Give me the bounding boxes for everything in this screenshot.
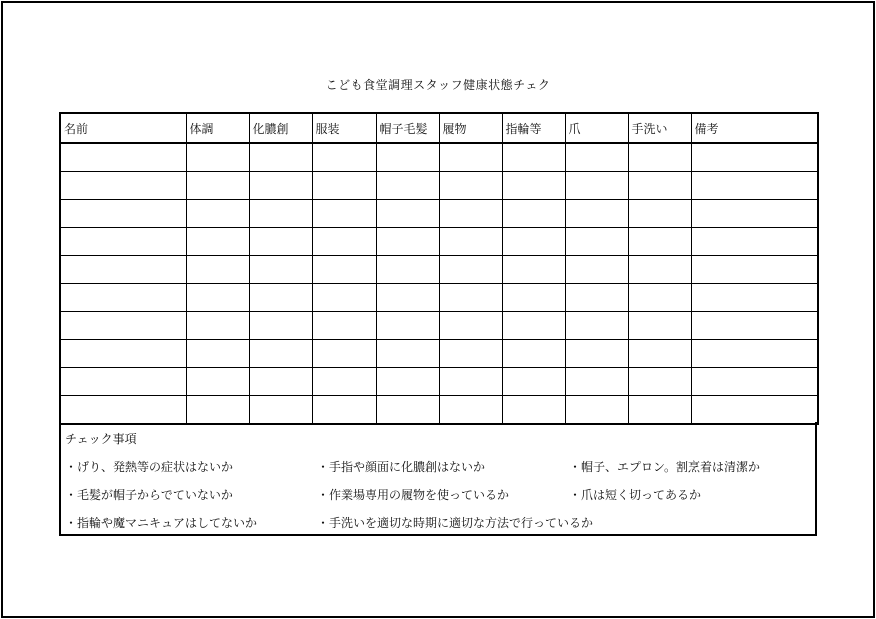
- table-cell[interactable]: [691, 396, 818, 425]
- table-row: [60, 284, 818, 312]
- table-cell[interactable]: [186, 312, 249, 340]
- table-cell[interactable]: [691, 200, 818, 228]
- column-header-remarks: 備考: [691, 113, 818, 143]
- column-header-clothing: 服装: [312, 113, 376, 143]
- table-row: [60, 396, 818, 425]
- page-title: こども食堂調理スタッフ健康状態チェク: [325, 78, 551, 92]
- table-cell[interactable]: [691, 340, 818, 368]
- table-cell[interactable]: [249, 396, 312, 425]
- table-row: [60, 256, 818, 284]
- table-cell[interactable]: [628, 228, 691, 256]
- table-cell[interactable]: [186, 172, 249, 200]
- table-cell[interactable]: [376, 172, 439, 200]
- table-cell[interactable]: [691, 312, 818, 340]
- table-cell[interactable]: [691, 228, 818, 256]
- table-cell[interactable]: [628, 340, 691, 368]
- table-cell[interactable]: [439, 340, 502, 368]
- table-cell[interactable]: [691, 256, 818, 284]
- table-cell[interactable]: [60, 228, 186, 256]
- table-cell[interactable]: [186, 256, 249, 284]
- table-cell[interactable]: [502, 228, 565, 256]
- table-cell[interactable]: [186, 340, 249, 368]
- column-header-handwash: 手洗い: [628, 113, 691, 143]
- table-cell[interactable]: [312, 368, 376, 396]
- table-cell[interactable]: [60, 143, 186, 172]
- table-body: [60, 143, 818, 424]
- table-row: [60, 312, 818, 340]
- table-cell[interactable]: [249, 312, 312, 340]
- table-cell[interactable]: [565, 340, 628, 368]
- table-cell[interactable]: [439, 312, 502, 340]
- table-cell[interactable]: [60, 256, 186, 284]
- table-cell[interactable]: [691, 143, 818, 172]
- table-cell[interactable]: [60, 284, 186, 312]
- table-cell[interactable]: [628, 396, 691, 425]
- table-row: [60, 368, 818, 396]
- table-cell[interactable]: [628, 284, 691, 312]
- table-cell[interactable]: [502, 396, 565, 425]
- table-cell[interactable]: [565, 143, 628, 172]
- table-cell[interactable]: [439, 256, 502, 284]
- check-item: ・毛髪が帽子からでていないか: [65, 488, 233, 502]
- table-cell[interactable]: [439, 368, 502, 396]
- table-cell[interactable]: [249, 143, 312, 172]
- table-row: [60, 143, 818, 172]
- table-cell[interactable]: [312, 396, 376, 425]
- table-cell[interactable]: [502, 312, 565, 340]
- table-cell[interactable]: [565, 228, 628, 256]
- check-item: ・作業場専用の履物を使っているか: [317, 488, 510, 502]
- table-cell[interactable]: [376, 396, 439, 425]
- column-header-rings: 指輪等: [502, 113, 565, 143]
- table-cell[interactable]: [502, 256, 565, 284]
- table-cell[interactable]: [376, 368, 439, 396]
- table-cell[interactable]: [628, 143, 691, 172]
- table-cell[interactable]: [565, 368, 628, 396]
- check-item: ・げり、発熱等の症状はないか: [65, 460, 234, 474]
- check-items-heading: チェック事項: [65, 432, 137, 446]
- table-cell[interactable]: [376, 200, 439, 228]
- table-cell[interactable]: [312, 228, 376, 256]
- table-cell[interactable]: [628, 312, 691, 340]
- table-cell[interactable]: [186, 396, 249, 425]
- table-cell[interactable]: [502, 284, 565, 312]
- table-cell[interactable]: [186, 143, 249, 172]
- table-cell[interactable]: [502, 143, 565, 172]
- table-row: [60, 172, 818, 200]
- table-cell[interactable]: [249, 368, 312, 396]
- table-cell[interactable]: [565, 256, 628, 284]
- table-cell[interactable]: [376, 340, 439, 368]
- table-cell[interactable]: [691, 284, 818, 312]
- table-cell[interactable]: [439, 228, 502, 256]
- table-cell[interactable]: [60, 172, 186, 200]
- table-cell[interactable]: [249, 200, 312, 228]
- health-check-table: [59, 112, 819, 425]
- table-cell[interactable]: [60, 200, 186, 228]
- table-cell[interactable]: [565, 284, 628, 312]
- table-cell[interactable]: [628, 256, 691, 284]
- table-row: [60, 200, 818, 228]
- table-cell[interactable]: [249, 256, 312, 284]
- table-cell[interactable]: [312, 200, 376, 228]
- check-items-box: [59, 422, 817, 536]
- table-cell[interactable]: [249, 284, 312, 312]
- table-cell[interactable]: [312, 256, 376, 284]
- table-cell[interactable]: [186, 284, 249, 312]
- table-header-row: [60, 113, 818, 143]
- table-cell[interactable]: [439, 143, 502, 172]
- table-cell[interactable]: [376, 312, 439, 340]
- column-header-name: 名前: [60, 113, 186, 143]
- table-cell[interactable]: [186, 228, 249, 256]
- table-cell[interactable]: [439, 396, 502, 425]
- table-cell[interactable]: [312, 143, 376, 172]
- table-cell[interactable]: [691, 172, 818, 200]
- table-cell[interactable]: [60, 368, 186, 396]
- column-header-condition: 体調: [186, 113, 249, 143]
- table-cell[interactable]: [439, 284, 502, 312]
- table-cell[interactable]: [376, 284, 439, 312]
- table-cell[interactable]: [376, 256, 439, 284]
- check-item: ・手洗いを適切な時期に適切な方法で行っているか: [317, 516, 594, 530]
- column-header-cap-hair: 帽子毛髪: [376, 113, 439, 143]
- column-header-nails: 爪: [565, 113, 628, 143]
- table-cell[interactable]: [565, 172, 628, 200]
- table-cell[interactable]: [312, 284, 376, 312]
- table-cell[interactable]: [565, 312, 628, 340]
- table-cell[interactable]: [691, 368, 818, 396]
- table-cell[interactable]: [312, 340, 376, 368]
- table-cell[interactable]: [439, 200, 502, 228]
- table-row: [60, 340, 818, 368]
- table-cell[interactable]: [439, 172, 502, 200]
- table-cell[interactable]: [502, 368, 565, 396]
- column-header-wound: 化膿創: [249, 113, 312, 143]
- check-item: ・帽子、エプロン。割烹着は清潔か: [569, 460, 761, 474]
- table-cell[interactable]: [60, 396, 186, 425]
- table-cell[interactable]: [502, 340, 565, 368]
- table-cell[interactable]: [249, 172, 312, 200]
- table-cell[interactable]: [502, 172, 565, 200]
- table-cell[interactable]: [312, 312, 376, 340]
- table-row: [60, 228, 818, 256]
- table-cell[interactable]: [186, 368, 249, 396]
- table-cell[interactable]: [249, 228, 312, 256]
- table-cell[interactable]: [376, 228, 439, 256]
- table-cell[interactable]: [565, 200, 628, 228]
- check-item: ・爪は短く切ってあるか: [569, 488, 702, 502]
- table-cell[interactable]: [186, 200, 249, 228]
- table-cell[interactable]: [60, 312, 186, 340]
- table-cell[interactable]: [249, 340, 312, 368]
- check-item: ・手指や顔面に化膿創はないか: [317, 460, 486, 474]
- column-header-footwear: 履物: [439, 113, 502, 143]
- table-cell[interactable]: [628, 200, 691, 228]
- table-cell[interactable]: [312, 172, 376, 200]
- table-cell[interactable]: [565, 396, 628, 425]
- check-item: ・指輪や魔マニキュアはしてないか: [65, 516, 258, 530]
- table-cell[interactable]: [502, 200, 565, 228]
- table-cell[interactable]: [628, 172, 691, 200]
- table-cell[interactable]: [628, 368, 691, 396]
- table-cell[interactable]: [60, 340, 186, 368]
- table-cell[interactable]: [376, 143, 439, 172]
